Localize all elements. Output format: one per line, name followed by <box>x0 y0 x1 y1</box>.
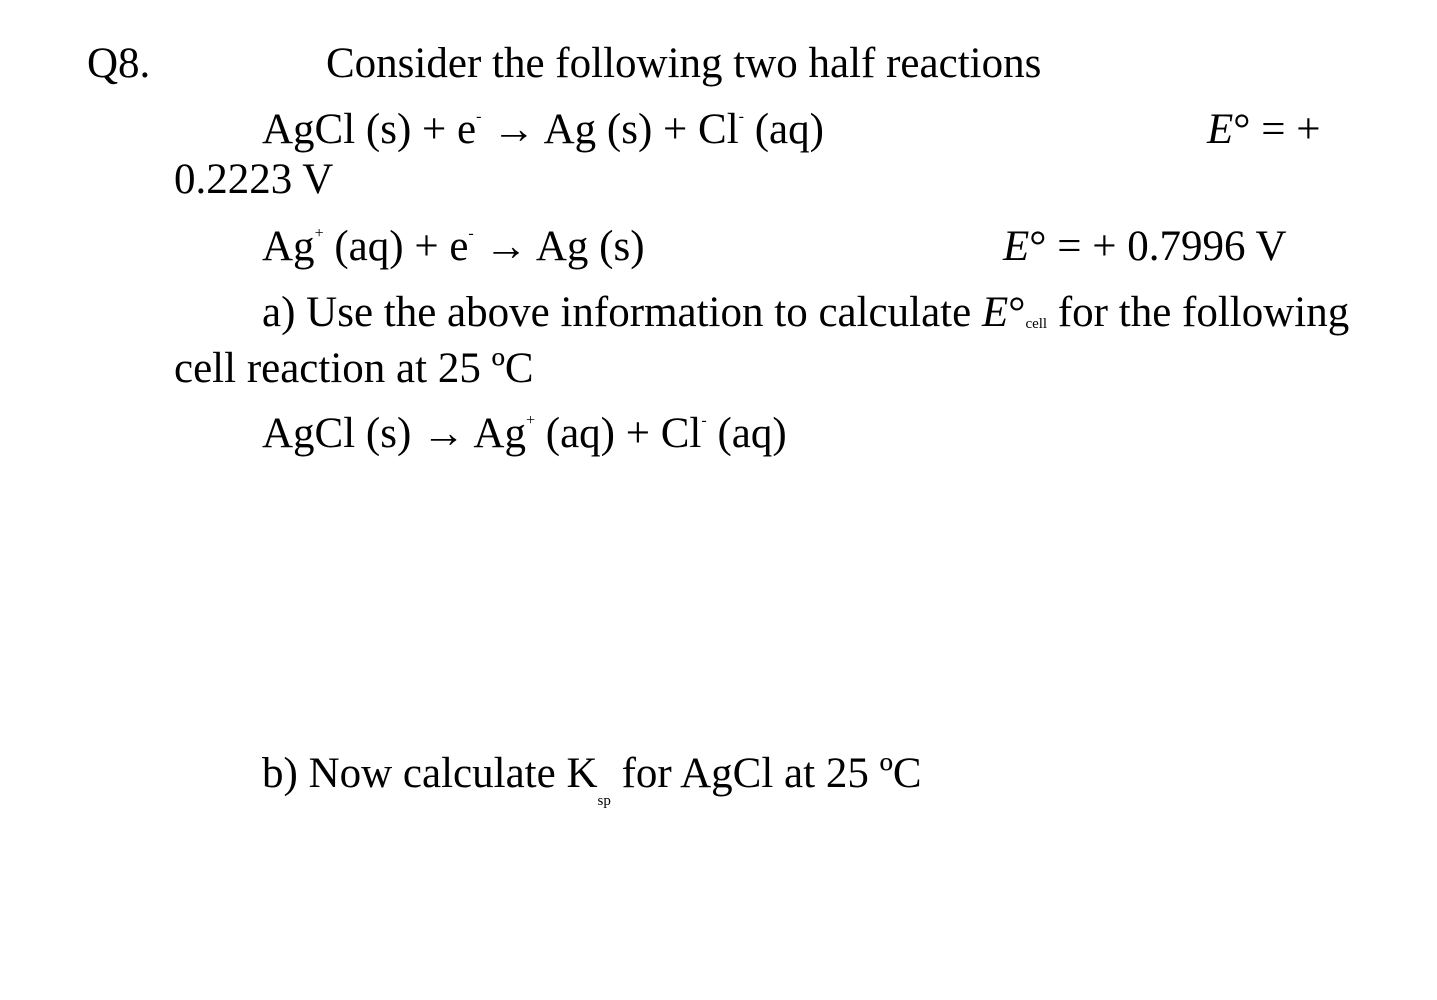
electron-charge: - <box>476 108 482 125</box>
half-reaction-1-tail: (aq) <box>743 106 824 153</box>
half-reaction-1-products: → Ag (s) + Cl <box>481 106 739 153</box>
chloride-charge: - <box>738 108 744 125</box>
degree-sign: ° <box>1008 289 1026 336</box>
half-reaction-2-ag: Ag <box>262 223 315 270</box>
part-a-continuation: cell reaction at 25 ºC <box>174 345 534 392</box>
potential-value: ° = + 0.7996 V <box>1029 223 1287 270</box>
half-reaction-1-potential-value: 0.2223 V <box>174 156 334 203</box>
electron-charge: - <box>468 225 474 242</box>
cell-reaction-start: AgCl (s) → Ag <box>262 410 526 457</box>
question-intro: Consider the following two half reactions <box>326 40 1042 87</box>
part-b-text-after: for AgCl at 25 ºC <box>610 750 922 797</box>
silver-charge: + <box>525 412 536 429</box>
potential-symbol: E <box>1003 223 1030 270</box>
half-reaction-2-potential <box>1003 225 1287 268</box>
ecell-symbol: E <box>981 289 1009 336</box>
part-b-text-before: b) Now calculate K <box>262 750 598 797</box>
cell-reaction <box>262 412 787 455</box>
part-a-prompt <box>262 291 1349 334</box>
part-a-text-after: for the following <box>1047 289 1350 336</box>
question-number: Q8. <box>87 40 151 87</box>
half-reaction-2-products: → Ag (s) <box>473 223 645 270</box>
chloride-charge: - <box>701 412 707 429</box>
half-reaction-1-potential <box>1207 108 1320 151</box>
silver-charge: + <box>314 225 324 242</box>
part-a-text-before: a) Use the above information to calculate <box>262 289 982 336</box>
cell-reaction-mid: (aq) + Cl <box>535 410 702 457</box>
cell-subscript: cell <box>1025 316 1048 332</box>
half-reaction-2 <box>262 225 645 268</box>
half-reaction-2-reactant-tail: (aq) + e <box>323 223 469 270</box>
cell-reaction-end: (aq) <box>706 410 787 457</box>
sp-subscript: sp <box>597 793 611 809</box>
potential-prefix: ° = + <box>1233 106 1321 153</box>
part-b-prompt <box>262 750 922 809</box>
half-reaction-1 <box>262 108 824 151</box>
potential-symbol: E <box>1207 106 1234 153</box>
half-reaction-1-reactants: AgCl (s) + e <box>262 106 477 153</box>
